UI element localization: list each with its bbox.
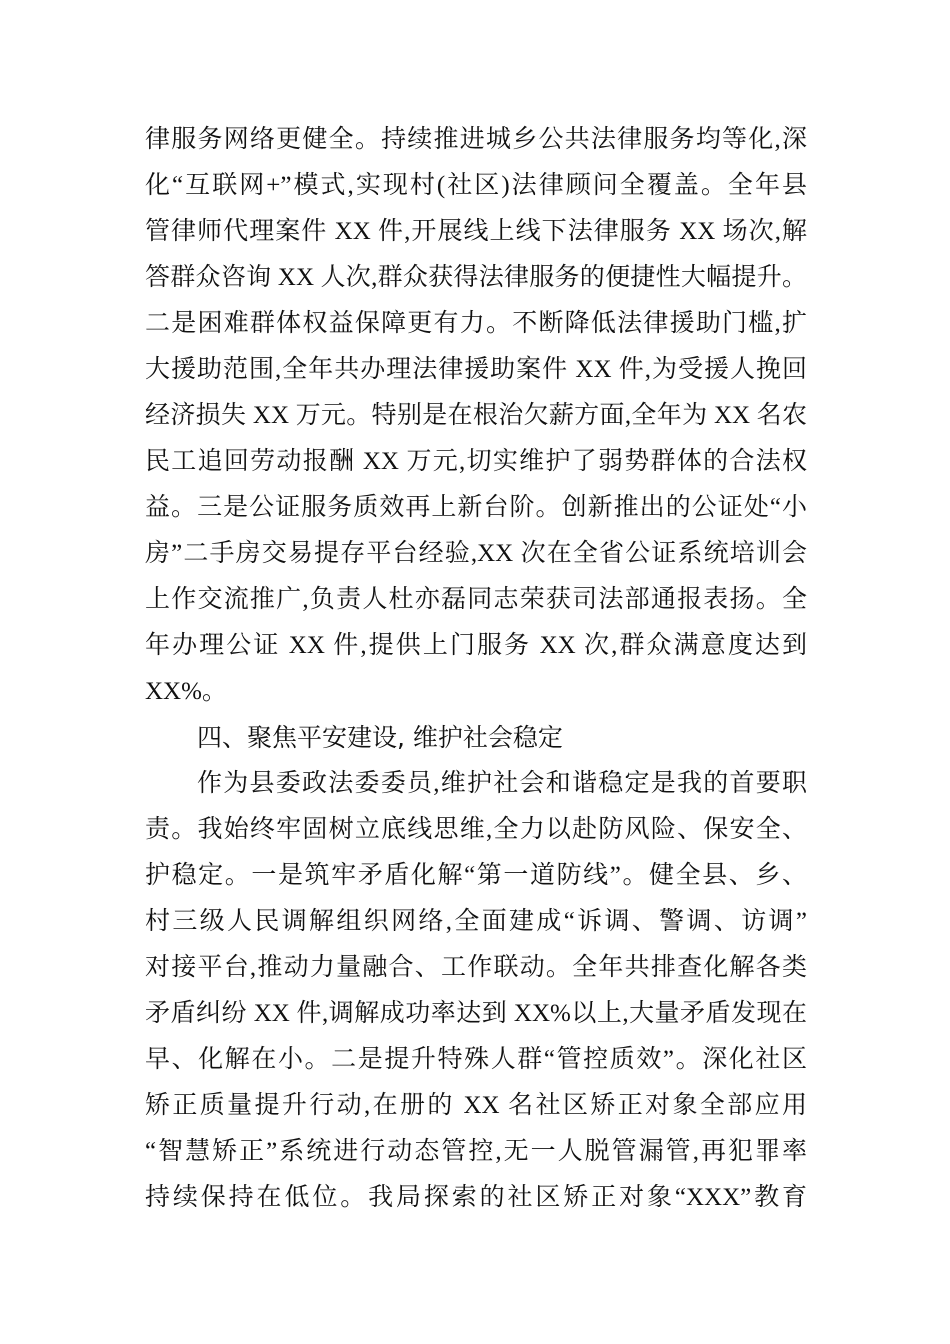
text-line: 二是困难群体权益保障更有力。不断降低法律援助门槛,扩 <box>145 310 807 337</box>
text-line: 责。我始终牢固树立底线思维,全力以赴防风险、保安全、 <box>145 816 807 843</box>
text-line: 民工追回劳动报酬 XX 万元,切实维护了弱势群体的合法权 <box>145 448 807 475</box>
text-line: 年办理公证 XX 件,提供上门服务 XX 次,群众满意度达到 <box>145 632 807 659</box>
text-line: 益。三是公证服务质效再上新台阶。创新推出的公证处“小 <box>145 494 807 521</box>
section-heading: 四、聚焦平安建设, 维护社会稳定 <box>197 723 563 752</box>
text-line: 大援助范围,全年共办理法律援助案件 XX 件,为受援人挽回 <box>145 356 807 383</box>
text-line: 作为县委政法委委员,维护社会和谐稳定是我的首要职 <box>197 770 807 797</box>
text-line: 持续保持在低位。我局探索的社区矫正对象“XXX”教育 <box>145 1184 807 1211</box>
document-page <box>145 117 807 1221</box>
paragraph-social-stability <box>145 761 807 1221</box>
text-line: 矛盾纠纷 XX 件,调解成功率达到 XX%以上,大量矛盾发现在 <box>145 1000 807 1027</box>
text-line: 上作交流推广,负责人杜亦磊同志荣获司法部通报表扬。全 <box>145 586 807 613</box>
text-line: 化“互联网+”模式,实现村(社区)法律顾问全覆盖。全年县 <box>145 172 807 199</box>
text-line: 答群众咨询 XX 人次,群众获得法律服务的便捷性大幅提升。 <box>145 264 807 291</box>
text-line: 管律师代理案件 XX 件,开展线上线下法律服务 XX 场次,解 <box>145 218 807 245</box>
text-line: 村三级人民调解组织网络,全面建成“诉调、警调、访调” <box>145 908 807 935</box>
text-line: 经济损失 XX 万元。特别是在根治欠薪方面,全年为 XX 名农 <box>145 402 807 429</box>
text-line: XX%。 <box>145 678 227 705</box>
text-line: 对接平台,推动力量融合、工作联动。全年共排查化解各类 <box>145 954 807 981</box>
text-line: “智慧矫正”系统进行动态管控,无一人脱管漏管,再犯罪率 <box>145 1138 807 1165</box>
paragraph-legal-services <box>145 117 807 715</box>
text-line: 房”二手房交易提存平台经验,XX 次在全省公证系统培训会 <box>145 540 807 567</box>
text-line: 早、化解在小。二是提升特殊人群“管控质效”。深化社区 <box>145 1046 807 1073</box>
text-line: 律服务网络更健全。持续推进城乡公共法律服务均等化,深 <box>145 126 807 153</box>
text-line: 护稳定。一是筑牢矛盾化解“第一道防线”。健全县、乡、 <box>145 862 807 889</box>
text-line: 矫正质量提升行动,在册的 XX 名社区矫正对象全部应用 <box>145 1092 807 1119</box>
